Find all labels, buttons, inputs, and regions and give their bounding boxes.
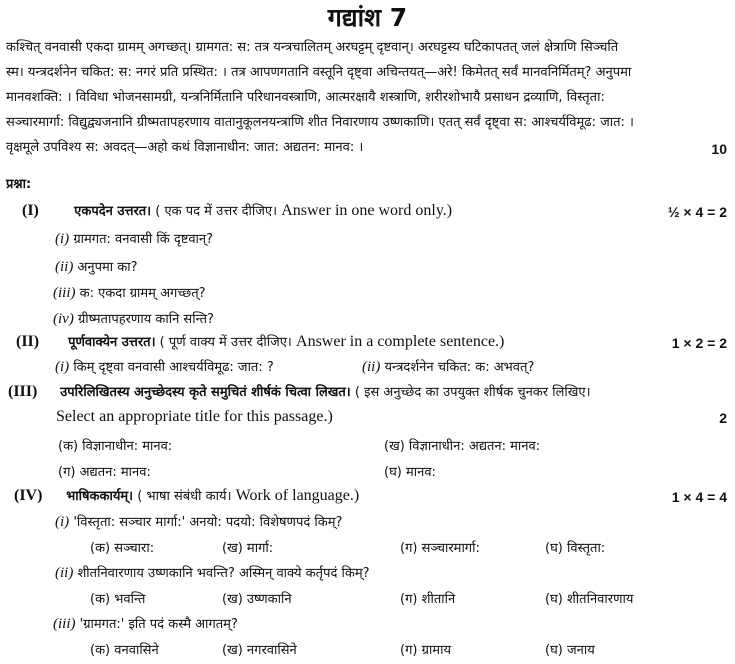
- section-2-marks: 1 × 2 = 2: [671, 335, 727, 351]
- question-item: [55, 257, 138, 276]
- question-item: [53, 614, 238, 633]
- option-item: [90, 589, 145, 607]
- option-item: [545, 538, 605, 556]
- section-3-header: [8, 382, 591, 401]
- option-text: विस्तृता:: [566, 541, 606, 556]
- option-label: (क): [90, 592, 111, 607]
- question-item: [55, 512, 342, 531]
- option-item: [90, 538, 154, 556]
- question-text: किम् दृष्ट्वा वनवासी आश्चर्यविमूढ: जात: ?: [73, 360, 274, 375]
- section-english: Answer in a complete sentence.): [296, 333, 505, 350]
- option-label: (घ): [384, 465, 402, 480]
- section-3-marks: 2: [719, 410, 727, 426]
- option-text: नगरवासिने: [246, 643, 297, 658]
- section-number: (III): [8, 383, 38, 400]
- option-text: भवन्ति: [114, 592, 146, 607]
- section-instruction: ( पूर्ण वाक्य में उत्तर दीजिए।: [159, 335, 292, 350]
- page-title: गद्यांश 7: [327, 3, 408, 32]
- option-label: (घ): [545, 592, 563, 607]
- section-1-marks: ½ × 4 = 2: [667, 204, 727, 220]
- question-text: 'ग्रामगत:' इति पदं कस्मै आगतम्?: [79, 617, 238, 632]
- option-item: [400, 538, 480, 556]
- section-instruction: ( भाषा संबंधी कार्य।: [137, 489, 232, 504]
- option-label: (ख): [384, 439, 405, 454]
- section-2-header: [16, 332, 504, 351]
- roman-numeral: (iii): [53, 285, 76, 301]
- option-label: (ग): [400, 592, 418, 607]
- option-item: [58, 462, 151, 480]
- passage-line: कश्चित् वनवासी एकदा ग्रामम् अगच्छत्। ग्रामगत: स: तत्र यन्त्रचालितम् अरघट्टम् दृष्टवान्। अरघट्टस्य घटिकापतत् जलं क्षेत्राणि सिञ्चति: [6, 40, 619, 55]
- option-text: वनवासिने: [114, 643, 159, 658]
- section-4-header: [14, 486, 359, 505]
- option-item: [545, 589, 633, 607]
- section-english: Answer in one word only.): [281, 202, 453, 219]
- section-number: (IV): [14, 487, 43, 504]
- option-text: शीतनिवारणाय: [566, 592, 634, 607]
- question-text: 'विस्तृता: सञ्चार मार्गा:' अनयो: पदयो: विशेषणपदं किम्?: [73, 515, 343, 530]
- roman-numeral: (i): [55, 359, 70, 375]
- section-instruction: ( इस अनुच्छेद का उपयुक्त शीर्षक चुनकर लिखिए।: [354, 385, 591, 400]
- passage-marks: 10: [711, 141, 727, 157]
- passage-line: स्म। यन्त्रदर्शनेन चकित: स: नगरं प्रति प्रस्थित: । तत्र आपणगतानि वस्तूनि दृष्ट्वा अचिन्तयत्—अरे! किमेतत् सर्वं मानवनिर्मितम्? अनुपमा: [6, 65, 632, 80]
- option-item: [400, 589, 455, 607]
- roman-numeral: (i): [55, 514, 70, 530]
- option-label: (ख): [222, 643, 243, 658]
- section-heading: भाषिककार्यम्।: [66, 489, 134, 504]
- option-text: शीतानि: [421, 592, 456, 607]
- roman-numeral: (iii): [53, 616, 76, 632]
- questions-label: प्रश्ना:: [6, 177, 32, 192]
- section-number: (II): [16, 333, 40, 350]
- option-text: सञ्चारा:: [114, 541, 155, 556]
- option-item: [384, 462, 436, 480]
- option-text: मानव:: [405, 465, 436, 480]
- question-text: शीतनिवारणाय उष्णकानि भवन्ति? अस्मिन् वाक्ये कर्तृपदं किम्?: [77, 566, 370, 581]
- option-item: [222, 640, 297, 658]
- section-heading: उपरिलिखितस्य अनुच्छेदस्य कृते समुचितं शीर्षकं चित्वा लिखत।: [60, 385, 351, 400]
- option-label: (घ): [545, 541, 563, 556]
- section-heading: एकपदेन उत्तरत।: [74, 204, 152, 219]
- section-number: (I): [22, 202, 39, 219]
- section-english: Work of language.): [235, 487, 360, 504]
- option-item: [90, 640, 159, 658]
- option-label: (क): [90, 541, 111, 556]
- option-label: (ख): [222, 592, 243, 607]
- option-text: विज्ञानाधीन: मानव:: [82, 439, 173, 454]
- option-item: [384, 436, 540, 454]
- question-text: ग्रामगत: वनवासी किं दृष्टवान्?: [73, 232, 214, 247]
- option-label: (ग): [400, 643, 418, 658]
- option-text: ग्रामाय: [421, 643, 451, 658]
- option-label: (ख): [222, 541, 243, 556]
- question-item: [53, 283, 206, 302]
- question-text: यन्त्रदर्शनेन चकित: क: अभवत्?: [384, 360, 535, 375]
- option-item: [222, 589, 292, 607]
- option-label: (ग): [400, 541, 418, 556]
- question-item: [53, 309, 214, 328]
- question-item: [362, 357, 534, 376]
- option-text: मार्गा:: [246, 541, 274, 556]
- passage-line: वृक्षमूले उपविश्य स: अवदत्—अहो कथं विज्ञानाधीन: जात: अद्यतन: मानव: ।: [6, 140, 364, 155]
- passage-line: मानवशक्ति: । विविधा भोजनसामग्री, यन्त्रनिर्मितानि परिधानवस्त्राणि, आत्मरक्षायै शस्त्राणि, शरीरशोभायै प्रसाधन द्रव्याणि, विस्तृता:: [6, 90, 605, 105]
- question-text: ग्रीष्मतापहरणाय कानि सन्ति?: [77, 312, 214, 327]
- roman-numeral: (i): [55, 231, 70, 247]
- section-heading: पूर्णवाक्येन उत्तरत।: [68, 335, 156, 350]
- section-3-english: Select an appropriate title for this passage.): [56, 408, 333, 425]
- section-4-marks: 1 × 4 = 4: [671, 489, 727, 505]
- question-text: अनुपमा का?: [77, 260, 138, 275]
- option-item: [222, 538, 273, 556]
- question-item: [55, 563, 370, 582]
- option-text: विज्ञानाधीन: अद्यतन: मानव:: [408, 439, 541, 454]
- section-instruction: ( एक पद में उत्तर दीजिए।: [155, 204, 278, 219]
- option-text: अद्यतन: मानव:: [79, 465, 151, 480]
- option-text: जनाय: [566, 643, 595, 658]
- section-1-header: [22, 201, 452, 220]
- question-item: [55, 229, 213, 248]
- option-item: [58, 436, 172, 454]
- roman-numeral: (iv): [53, 311, 74, 327]
- passage-line: सञ्चारमार्गा: विद्युद्व्यजनानि ग्रीष्मतापहरणाय वातानुकूलनयन्त्राणि शीत निवारणाय उष्णकाणि। एतत् सर्वं दृष्ट्वा स: आश्चर्यविमूढ: जात: ।: [6, 115, 634, 130]
- roman-numeral: (ii): [55, 259, 74, 275]
- option-label: (ग): [58, 465, 76, 480]
- option-item: [545, 640, 595, 658]
- option-label: (घ): [545, 643, 563, 658]
- option-item: [400, 640, 451, 658]
- option-label: (क): [90, 643, 111, 658]
- question-item: [55, 357, 274, 376]
- option-label: (क): [58, 439, 79, 454]
- roman-numeral: (ii): [55, 565, 74, 581]
- question-text: क: एकदा ग्रामम् अगच्छत्?: [79, 286, 206, 301]
- roman-numeral: (ii): [362, 359, 381, 375]
- option-text: उष्णकानि: [246, 592, 292, 607]
- option-text: सञ्चारमार्गा:: [421, 541, 480, 556]
